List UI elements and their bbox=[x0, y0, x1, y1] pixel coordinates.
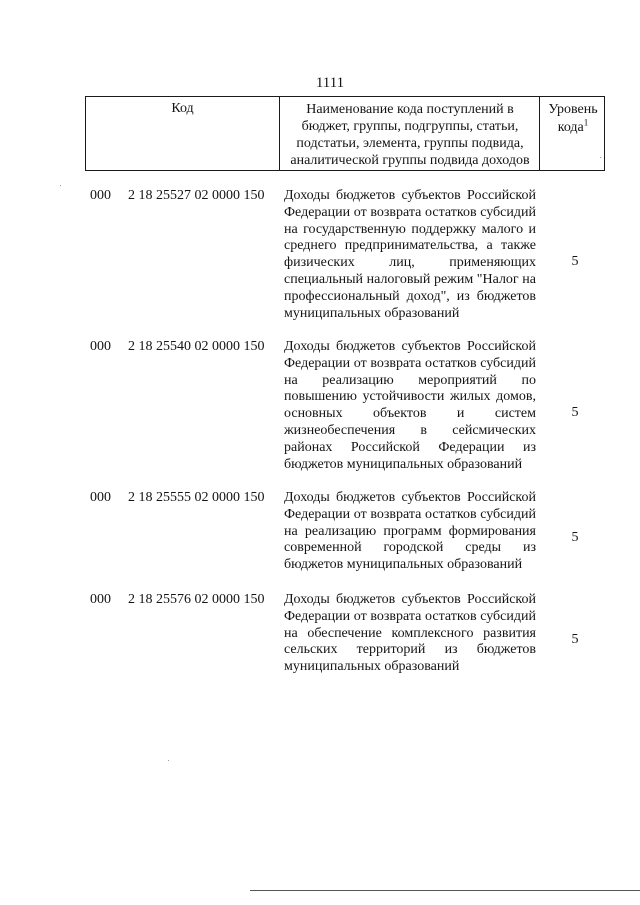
header-code-label: Код bbox=[171, 101, 194, 116]
scan-speck bbox=[60, 185, 61, 186]
row-code: 2 18 25576 02 0000 150 bbox=[128, 592, 265, 607]
table-header bbox=[85, 96, 605, 171]
header-name-label bbox=[280, 101, 540, 169]
row-prefix: 000 bbox=[90, 592, 111, 607]
scan-speck bbox=[168, 760, 169, 761]
row-level: 5 bbox=[571, 632, 579, 647]
scan-edge-line bbox=[250, 890, 640, 891]
row-name: Доходы бюджетов субъектов Российской Федерации от возврата остатков субсидий на обеспечение комплексного развития сельских территорий из бюджетов муниципальных образований bbox=[284, 592, 536, 675]
header-level-line: Уровень bbox=[548, 102, 598, 117]
row-name: Доходы бюджетов субъектов Российской Федерации от возврата остатков субсидий на реализацию программ формирования современной городской среды из бюджетов муниципальных образований bbox=[284, 490, 536, 573]
row-code: 2 18 25527 02 0000 150 bbox=[128, 188, 265, 203]
row-prefix: 000 bbox=[90, 490, 111, 505]
row-prefix: 000 bbox=[90, 339, 111, 354]
row-code: 2 18 25540 02 0000 150 bbox=[128, 339, 265, 354]
page-number: 1111 bbox=[315, 75, 345, 91]
header-name-line: подстатьи, элемента, группы подвида, bbox=[296, 136, 524, 151]
row-name: Доходы бюджетов субъектов Российской Федерации от возврата остатков субсидий на реализацию мероприятий по повышению устойчивости жилых домов, основных объектов и систем жизнеобеспечения в сейсмических районах Российской Федерации из бюджетов муниципальных образований bbox=[284, 339, 536, 472]
header-level-text: кода bbox=[557, 120, 584, 135]
header-name-line: Наименование кода поступлений в bbox=[306, 102, 514, 117]
row-level: 5 bbox=[571, 405, 579, 420]
row-level: 5 bbox=[571, 530, 579, 545]
row-name: Доходы бюджетов субъектов Российской Федерации от возврата остатков субсидий на государственную поддержку малого и среднего предпринимательства, а также физических лиц, применяющих специальный налоговый режим "Налог на профессиональный доход", из бюджетов муниципальных образований bbox=[284, 188, 536, 321]
row-level: 5 bbox=[571, 254, 579, 269]
header-name-line: аналитической группы подвида доходов bbox=[290, 153, 530, 168]
footnote-marker: 1 bbox=[583, 117, 589, 128]
header-name-line: бюджет, группы, подгруппы, статьи, bbox=[301, 119, 519, 134]
row-code: 2 18 25555 02 0000 150 bbox=[128, 490, 265, 505]
row-prefix: 000 bbox=[90, 188, 111, 203]
header-level-label bbox=[540, 101, 606, 137]
scan-speck bbox=[600, 157, 601, 158]
header-level-line bbox=[540, 119, 606, 137]
